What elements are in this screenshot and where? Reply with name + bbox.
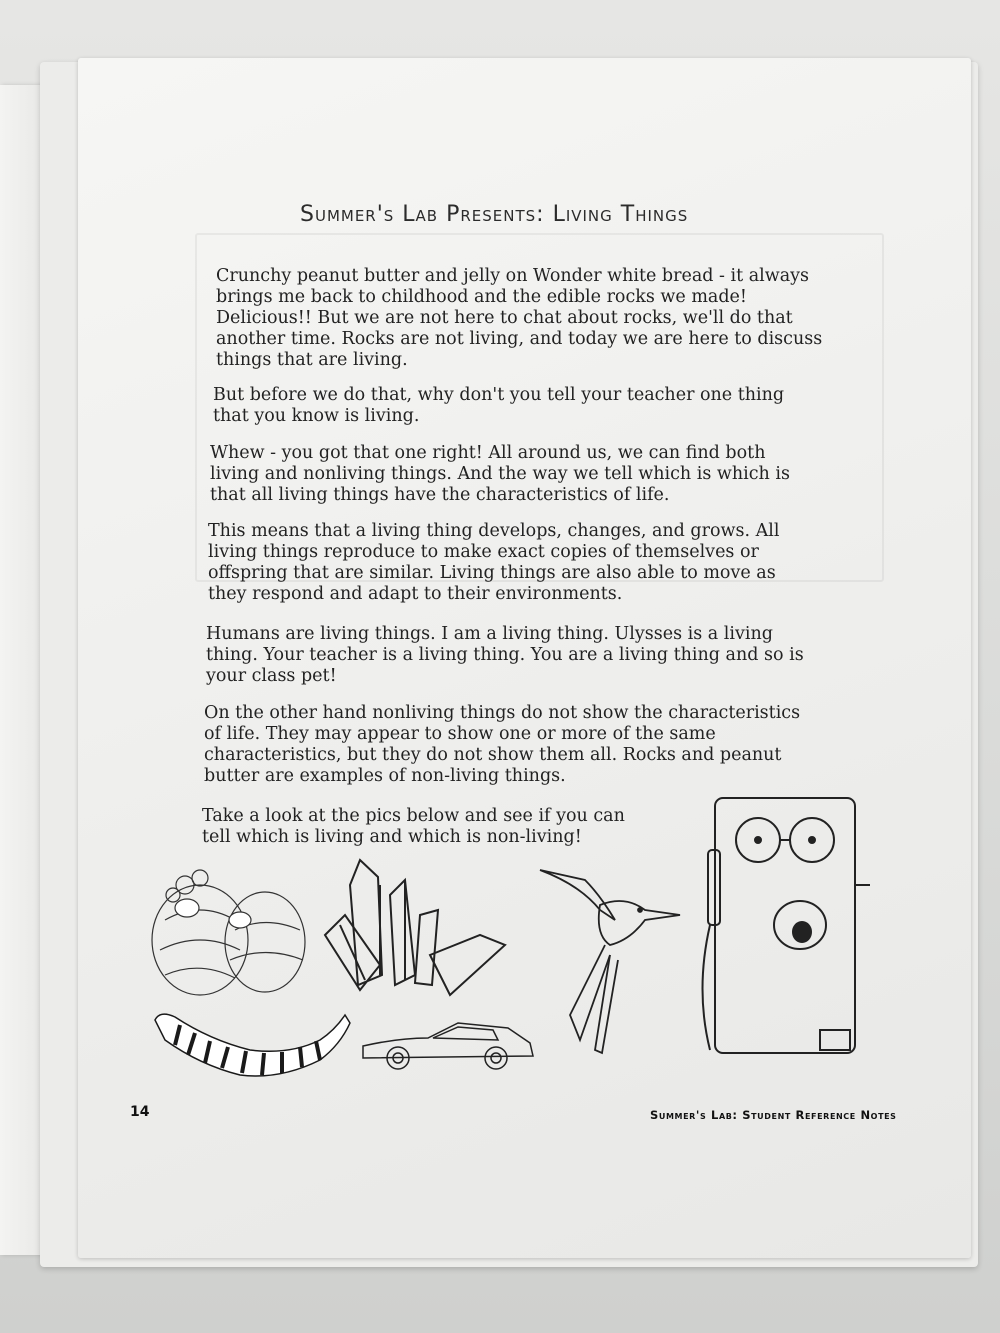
caterpillar-illustration	[150, 1005, 350, 1085]
paragraph-instruction: Take a look at the pics below and see if you can tell which is living and which is non-living!	[202, 806, 625, 847]
crystals-illustration	[320, 855, 520, 1005]
wall-telephone-illustration	[690, 790, 890, 1060]
paragraph-growth: This means that a living thing develops, changes, and grows. All living things reproduce to make exact copies of themselves or offspring that are similar. Living things are also able to move as they respond and adapt to their environments.	[208, 521, 780, 604]
paragraph-intro: Crunchy peanut butter and jelly on Wonder white bread - it always brings me back to childhood and the edible rocks we made! Delicious!! But we are not here to chat about rocks, we'll do that another time. Rocks are not living, and today we are here to discuss things that are living.	[216, 266, 823, 370]
page-number: 14	[130, 1104, 150, 1120]
paragraph-nonliving: On the other hand nonliving things do not show the characteristics of life. They may appear to show one or more of the same characteristics, but they do not show them all. Rocks and peanut butter are examples of non-living things.	[204, 703, 801, 786]
paragraph-prompt: But before we do that, why don't you tell your teacher one thing that you know is living.	[213, 385, 785, 426]
footer-book-title: Summer's Lab: Student Reference Notes	[650, 1108, 897, 1122]
sports-car-illustration	[358, 1018, 538, 1073]
cactus-illustration	[145, 860, 310, 1010]
hummingbird-illustration	[540, 865, 680, 1055]
paragraph-examples: Humans are living things. I am a living thing. Ulysses is a living thing. Your teacher is a living thing. You are a living thing and so is your class pet!	[206, 624, 804, 686]
page-title: Summer's Lab Presents: Living Things	[300, 202, 689, 227]
paragraph-characteristics: Whew - you got that one right! All around us, we can find both living and nonliving things. And the way we tell which is which is that all living things have the characteristics of life.	[210, 443, 790, 505]
